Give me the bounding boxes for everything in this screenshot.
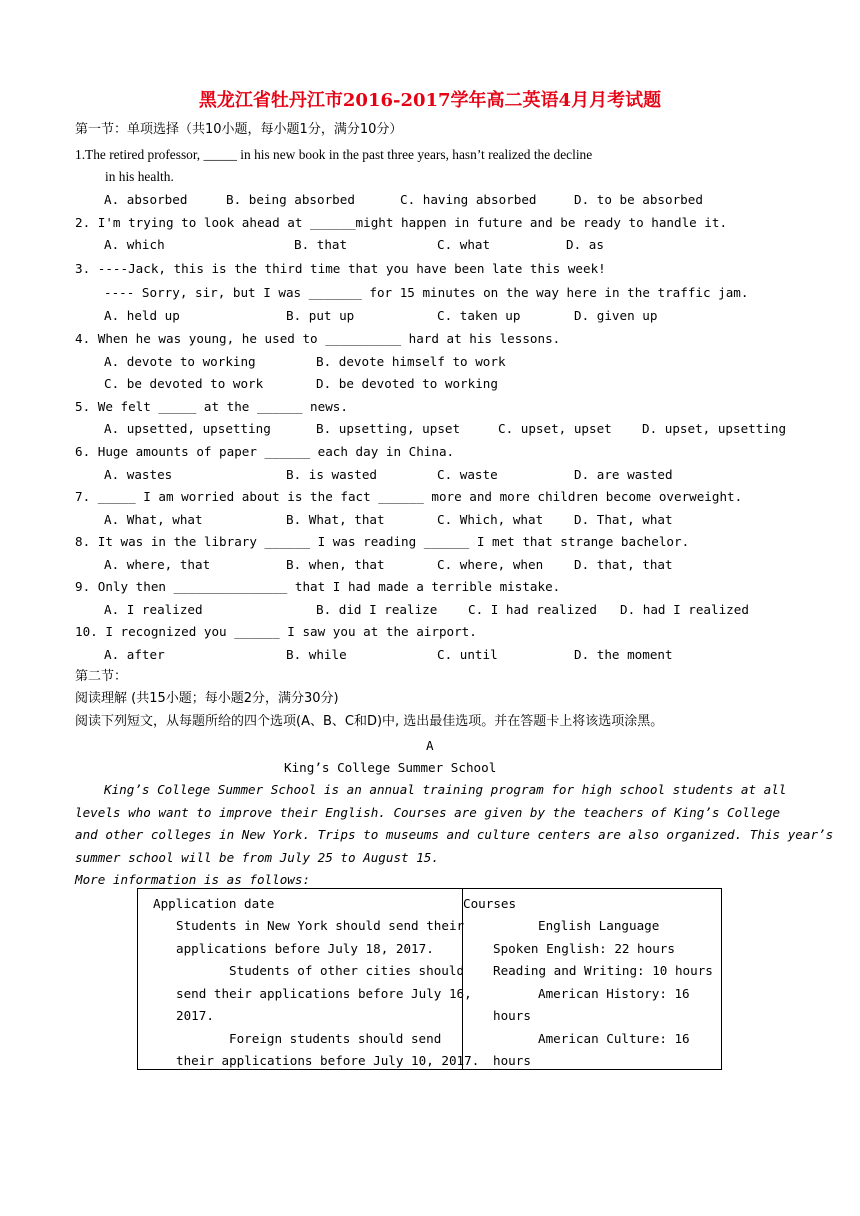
q1-option-b: B. being absorbed [226,192,355,207]
table-right-line: American Culture: 16 [538,1031,690,1046]
q1-option-c: C. having absorbed [400,192,537,207]
table-left-line: their applications before July 10, 2017. [176,1053,480,1068]
passage-line-1: King’s College Summer School is an annual training program for high school students at all [104,782,787,797]
q3-stem-cont: ---- Sorry, sir, but I was _______ for 15 minutes on the way here in the traffic jam. [104,285,749,300]
q7-option-a: A. What, what [104,512,203,527]
table-right-line: hours [493,1008,531,1023]
table-left-line: Foreign students should send [229,1031,442,1046]
q1-option-a: A. absorbed [104,192,188,207]
table-right-header: Courses [463,896,517,911]
q5-option-d: D. upset, upsetting [642,421,787,436]
q5-option-b: B. upsetting, upset [316,421,461,436]
q6-option-d: D. are wasted [574,467,673,482]
q6-stem: 6. Huge amounts of paper ______ each day in China. [75,444,455,459]
q8-option-b: B. when, that [286,557,385,572]
q9-option-c: C. I had realized [468,602,597,617]
q1-stem: 1.The retired professor, _____ in his new book in the past three years, hasn’t realized the decline [75,147,593,162]
passage-line-4: summer school will be from July 25 to August 15. [75,850,439,865]
q9-option-a: A. I realized [104,602,203,617]
q9-option-d: D. had I realized [620,602,749,617]
q1-option-d: D. to be absorbed [574,192,703,207]
q9-stem: 9. Only then _______________ that I had made a terrible mistake. [75,579,561,594]
q4-stem: 4. When he was young, he used to __________ hard at his lessons. [75,331,561,346]
q8-option-a: A. where, that [104,557,211,572]
q10-option-b: B. while [286,647,347,662]
q6-option-c: C. waste [437,467,498,482]
q8-stem: 8. It was in the library ______ I was reading ______ I met that strange bachelor. [75,534,690,549]
q9-option-b: B. did I realize [316,602,438,617]
q6-option-b: B. is wasted [286,467,377,482]
passage-title: King’s College Summer School [284,760,497,775]
q4-option-c: C. be devoted to work [104,376,264,391]
q4-option-b: B. devote himself to work [316,354,506,369]
table-left-line: applications before July 18, 2017. [176,941,434,956]
q10-option-a: A. after [104,647,165,662]
q5-stem: 5. We felt _____ at the ______ news. [75,399,348,414]
table-left-line: send their applications before July 16, [176,986,472,1001]
table-left-line: 2017. [176,1008,214,1023]
table-right-line: American History: 16 [538,986,690,1001]
q2-stem: 2. I'm trying to look ahead at ______might happen in future and be ready to handle it. [75,215,728,230]
q4-option-a: A. devote to working [104,354,256,369]
q6-option-a: A. wastes [104,467,173,482]
section1-heading: 第一节：单项选择（共10小题，每小题1分，满分10分） [75,122,403,137]
section2-heading: 第二节： [75,669,128,684]
q2-option-b: B. that [294,237,348,252]
q2-option-c: C. what [437,237,491,252]
table-left-header: Application date [153,896,275,911]
section2-instruction: 阅读下列短文，从每题所给的四个选项(A、B、C和D)中, 选出最佳选项。并在答题卡上将该选项涂黑。 [75,714,664,729]
table-left-line: Students of other cities should [229,963,465,978]
q8-option-c: C. where, when [437,557,544,572]
q7-stem: 7. _____ I am worried about is the fact ______ more and more children become overweight. [75,489,743,504]
q2-option-d: D. as [566,237,604,252]
q3-option-d: D. given up [574,308,658,323]
q3-option-b: B. put up [286,308,355,323]
passage-letter: A [426,738,434,753]
passage-line-2: levels who want to improve their English. Courses are given by the teachers of King’s College [75,805,781,820]
table-right-line: hours [493,1053,531,1068]
q7-option-b: B. What, that [286,512,385,527]
passage-line-3: and other colleges in New York. Trips to museums and culture centers are also organized. This year’s [75,827,834,842]
q5-option-a: A. upsetted, upsetting [104,421,271,436]
q10-option-c: C. until [437,647,498,662]
page-title: 黑龙江省牡丹江市2016-2017学年高二英语4月月考试题 [198,90,662,111]
table-left-line: Students in New York should send their [176,918,465,933]
q10-stem: 10. I recognized you ______ I saw you at the airport. [75,624,477,639]
table-right-line: Reading and Writing: 10 hours [493,963,713,978]
q7-option-d: D. That, what [574,512,673,527]
q10-option-d: D. the moment [574,647,673,662]
table-right-line: English Language [538,918,660,933]
section2-subheading: 阅读理解 (共15小题；每小题2分，满分30分) [75,691,339,706]
q4-option-d: D. be devoted to working [316,376,498,391]
more-info-label: More information is as follows: [75,872,311,887]
q1-stem-cont: in his health. [105,169,174,184]
q8-option-d: D. that, that [574,557,673,572]
q7-option-c: C. Which, what [437,512,544,527]
q3-option-a: A. held up [104,308,180,323]
q5-option-c: C. upset, upset [498,421,612,436]
q2-option-a: A. which [104,237,165,252]
q3-option-c: C. taken up [437,308,521,323]
q3-stem: 3. ----Jack, this is the third time that you have been late this week! [75,261,606,276]
table-right-line: Spoken English: 22 hours [493,941,675,956]
